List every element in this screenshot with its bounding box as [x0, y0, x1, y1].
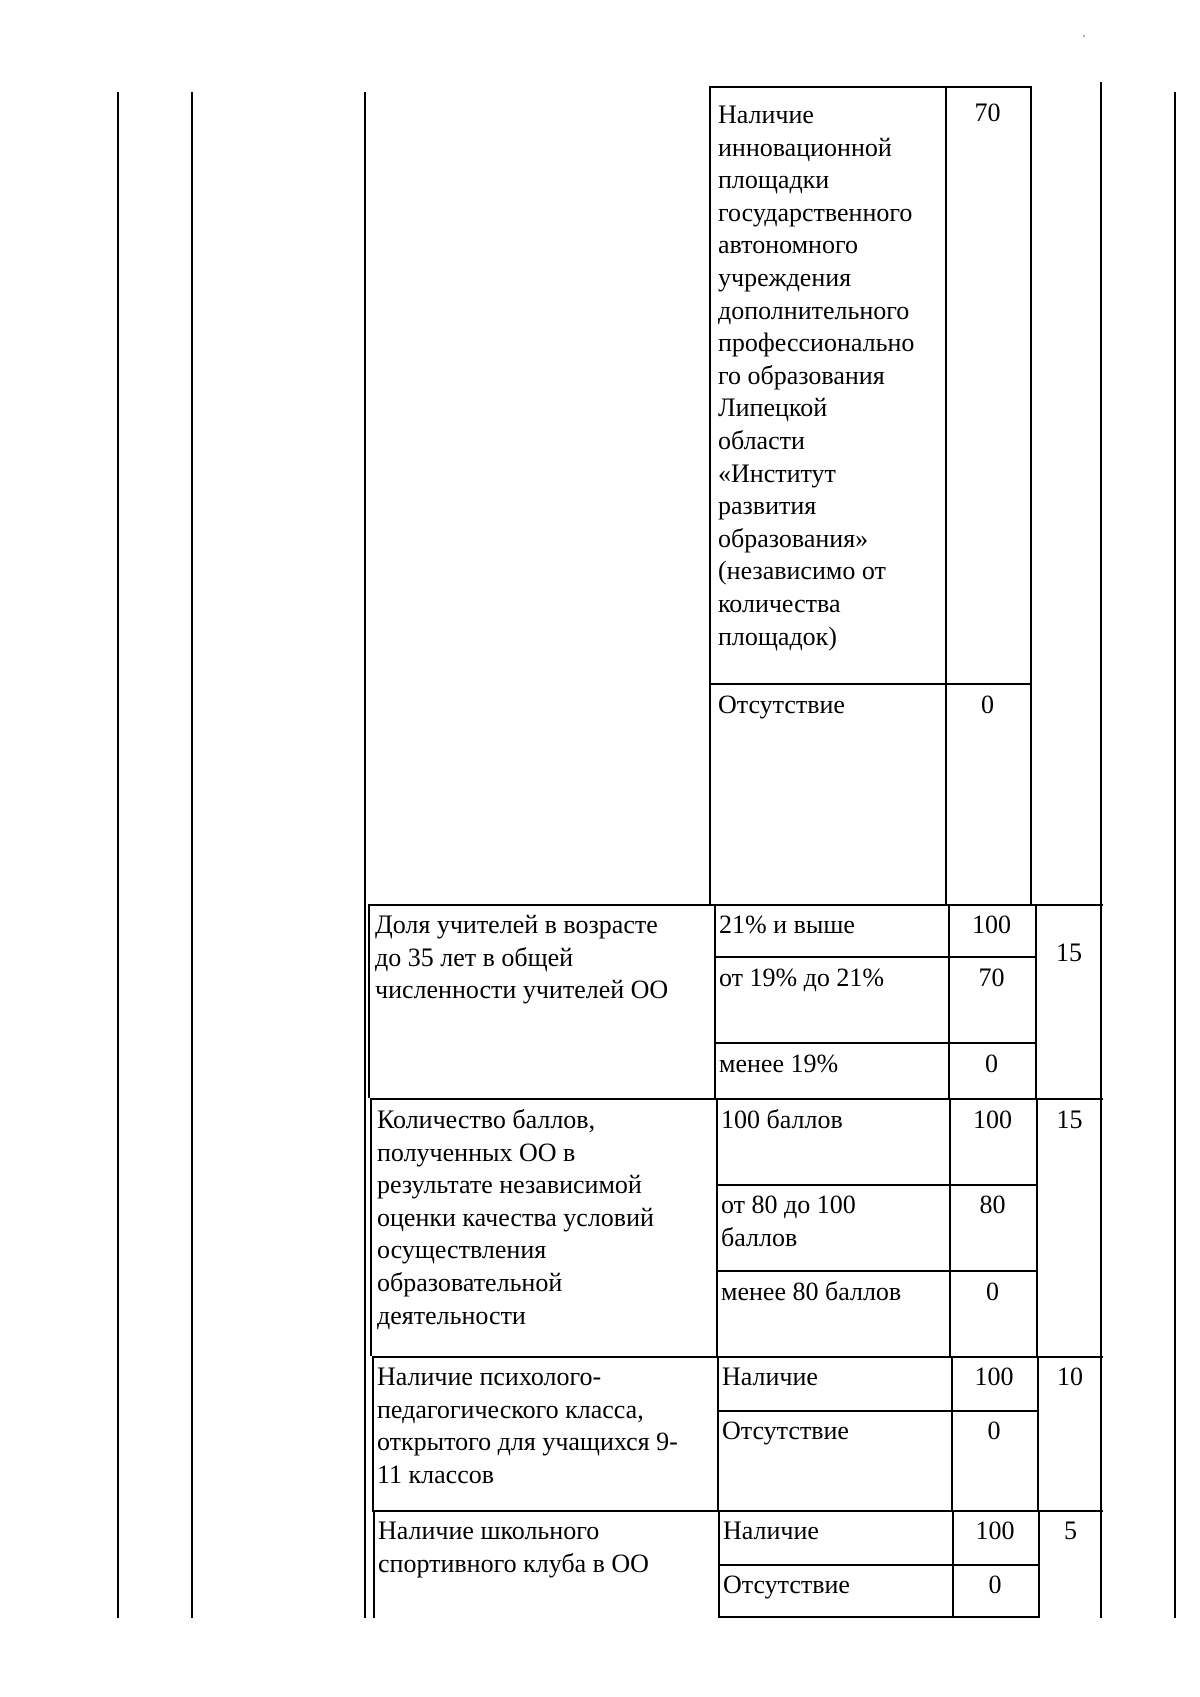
text-line: менее 19% [719, 1049, 839, 1078]
text-line: Доля учителей в возрасте [375, 910, 658, 939]
row3-criterion [377, 1104, 654, 1332]
row4-divider-1 [717, 1410, 1037, 1412]
text-line: Наличие школьного [378, 1516, 600, 1545]
text-line: «Институт [718, 458, 836, 488]
text-line: открытого для учащихся 9- [377, 1427, 678, 1457]
row4-option-left [717, 1356, 719, 1510]
row2-option1-label [719, 909, 855, 942]
row1-option-divider [709, 683, 1030, 685]
row2-option-left [714, 904, 716, 1098]
row2-top [368, 904, 1103, 906]
text-line: деятельности [377, 1300, 526, 1330]
row2-score-right [1035, 904, 1037, 1098]
text-line: развития [718, 491, 817, 521]
text-line: учреждения [718, 262, 852, 292]
row1-option1-label [718, 99, 914, 653]
row5-option2-label [723, 1569, 850, 1602]
row3-score-left [949, 1098, 951, 1356]
text-line: образовательной [377, 1267, 563, 1297]
row3-score-right [1036, 1098, 1038, 1356]
table-border-right-2 [1174, 92, 1176, 1618]
row4-criterion [377, 1361, 678, 1491]
row1-top [709, 86, 1030, 88]
text-line: численности учителей ОО [375, 975, 669, 1005]
row5-bottom [718, 1616, 1038, 1618]
row4-left [372, 1356, 374, 1510]
row3-option2-label [721, 1189, 856, 1254]
text-line: менее 80 баллов [721, 1277, 902, 1306]
row4-option2-label [722, 1415, 849, 1448]
text-line: Наличие психолого- [377, 1362, 602, 1391]
row3-option1-label [721, 1104, 843, 1137]
text-line: количества [718, 588, 841, 618]
text-line: от 80 до 100 [721, 1190, 856, 1219]
text-line: осуществления [377, 1235, 547, 1265]
text-line: государственного [718, 197, 913, 227]
row5-top [372, 1510, 1103, 1512]
text-line: инновационной [718, 132, 892, 162]
text-line: педагогического класса, [377, 1394, 644, 1424]
row2-left [368, 904, 370, 1098]
text-line: оценки качества условий [377, 1202, 654, 1232]
row3-option-left [716, 1098, 718, 1356]
row3-left [370, 1098, 372, 1356]
text-line: автономного [718, 230, 858, 260]
row1-option2-score: 0 [981, 690, 994, 719]
row5-option1-label [723, 1515, 819, 1548]
row5-left [373, 1510, 375, 1618]
text-line: баллов [721, 1222, 798, 1252]
row2-criterion [375, 909, 668, 1007]
row2-option1-score: 100 [972, 910, 1011, 939]
text-line: до 35 лет в общей [375, 942, 574, 972]
text-line: образования» [718, 523, 869, 553]
row5-criterion [378, 1515, 649, 1580]
table-border-left-3 [364, 92, 366, 1618]
row1-option1-score: 70 [974, 98, 1001, 127]
text-line: Наличие [722, 1362, 818, 1391]
text-line: Наличие [718, 100, 814, 129]
row3-option2-score: 80 [979, 1190, 1006, 1219]
row3-top [370, 1098, 1103, 1100]
row2-option3-label [719, 1048, 838, 1081]
text-line: области [718, 425, 805, 455]
row3-option3-label [721, 1276, 901, 1309]
row2-option2-label [719, 962, 884, 995]
table-border-left-2 [191, 92, 193, 1618]
text-line: от 19% до 21% [719, 963, 885, 992]
row4-option1-score: 100 [974, 1362, 1014, 1391]
text-line: Липецкой [718, 393, 828, 423]
row2-option3-score: 0 [985, 1049, 998, 1078]
text-line: результате независимой [377, 1170, 642, 1200]
table-border-left-1 [117, 92, 119, 1618]
text-line: (независимо от [718, 556, 886, 586]
row1-score-right [1030, 86, 1032, 904]
row2-weight: 15 [1056, 938, 1082, 967]
row2-divider-2 [714, 1042, 1035, 1044]
text-line: профессионально [718, 328, 915, 358]
row5-divider-1 [718, 1564, 1038, 1566]
text-line: полученных ОО в [377, 1137, 576, 1167]
scan-speck [1083, 35, 1085, 37]
row3-divider-2 [716, 1270, 1036, 1272]
text-line: го образования [718, 360, 885, 390]
row4-option1-label [722, 1361, 818, 1394]
row3-weight: 15 [1056, 1105, 1083, 1134]
text-line: Наличие [723, 1516, 819, 1545]
text-line: 100 баллов [721, 1105, 843, 1134]
row2-divider-1 [714, 956, 1035, 958]
row5-weight: 5 [1064, 1516, 1077, 1545]
row1-score-left [945, 86, 947, 904]
row2-option2-score: 70 [978, 963, 1005, 992]
row5-option1-score: 100 [975, 1516, 1015, 1545]
text-line: Отсутствие [723, 1570, 850, 1599]
row3-option3-score: 0 [986, 1277, 999, 1306]
text-line: спортивного клуба в ОО [378, 1548, 649, 1578]
row1-option2-label [718, 689, 845, 722]
row4-option2-score: 0 [987, 1416, 1001, 1445]
row3-option1-score: 100 [973, 1105, 1012, 1134]
row4-top [372, 1356, 1103, 1358]
text-line: Отсутствие [718, 690, 845, 719]
text-line: 21% и выше [719, 910, 855, 939]
text-line: 11 классов [377, 1459, 495, 1489]
text-line: дополнительного [718, 295, 910, 325]
row4-weight: 10 [1057, 1362, 1083, 1391]
row5-option2-score: 0 [988, 1570, 1002, 1599]
row1-option-left [709, 86, 711, 904]
row3-divider-1 [716, 1184, 1036, 1186]
text-line: Отсутствие [722, 1416, 849, 1445]
text-line: Количество баллов, [377, 1105, 596, 1134]
text-line: площадок) [718, 621, 837, 651]
text-line: площадки [718, 165, 830, 195]
